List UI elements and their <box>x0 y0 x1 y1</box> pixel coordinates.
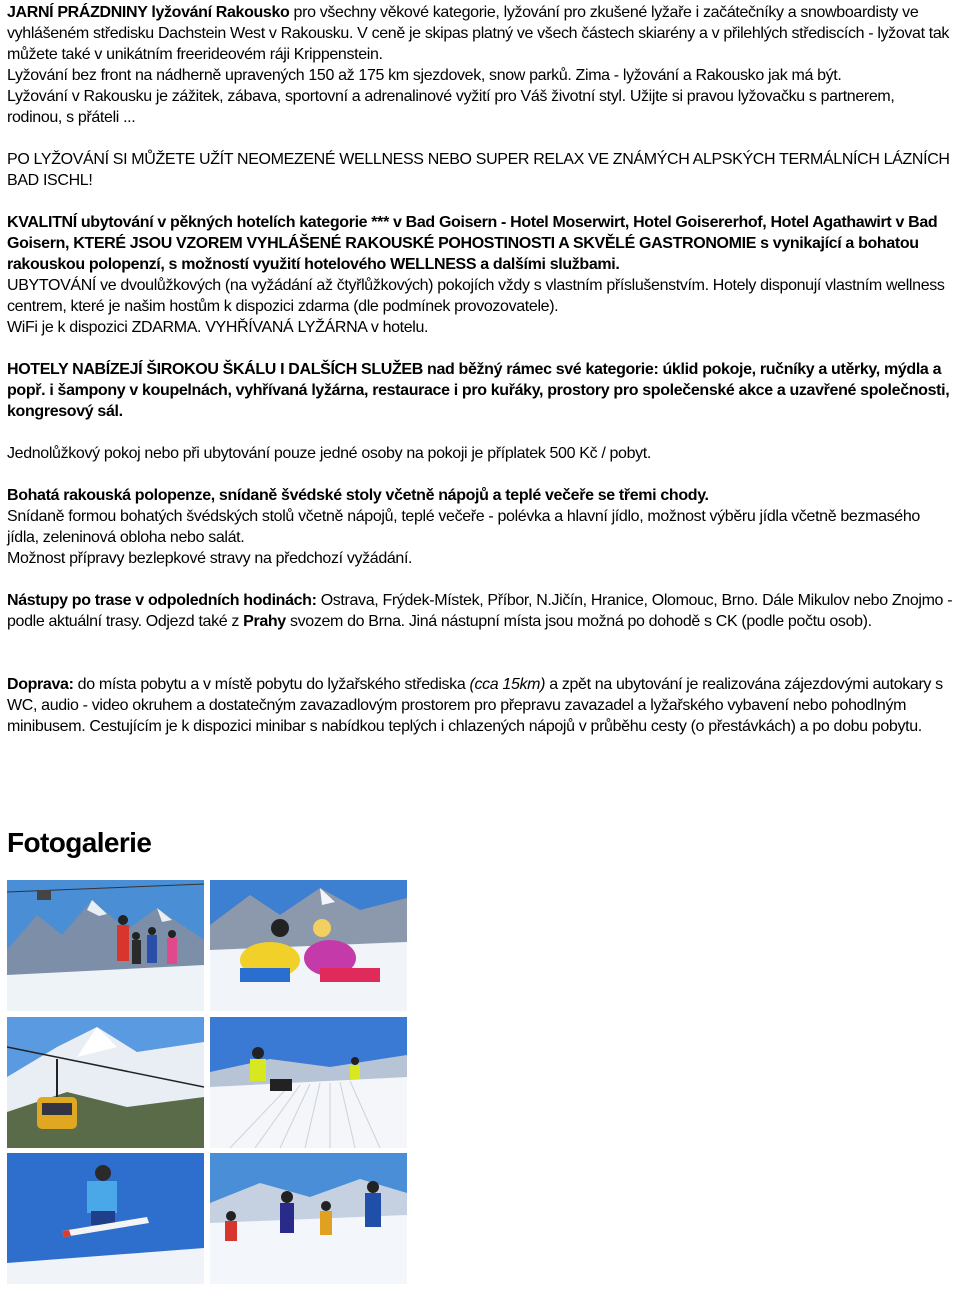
transport-text-2: a zpět na ubytování je realizována zájezdovými autokary s WC, audio - video okruhem a dostatečným zavazadlovým prostorem pro přepravu zavazadel a lyžařského vybavení nebo pohodlným minibusem. Cestujícím je k dispozici minibar s nabídkou teplých i chlazených nápojů v průběhu cesty (o přestávkách) a po dobu pobytu. <box>7 676 943 735</box>
family-skiers-photo <box>7 880 204 1011</box>
boarding-text-2: svozem do Brna. Jiná nástupní místa jsou možná po dohodě s CK (podle počtu osob). <box>285 613 872 630</box>
gallery-photo-4[interactable] <box>210 1017 407 1148</box>
board-text-2: Možnost přípravy bezlepkové stravy na předchozí vyžádání. <box>7 550 413 567</box>
gallery-photo-3[interactable] <box>7 1017 204 1148</box>
gondola-lift-photo <box>7 1017 204 1148</box>
accommodation-text-1: UBYTOVÁNÍ ve dvoulůžkových (na vyžádání až čtyřlůžkových) pokojích vždy s vlastním příslušenstvím. Hotely disponují vlastním wellness centrem, které je našim hostům k dispozici zdarma (dle podmínek provozovatele). <box>7 277 945 315</box>
services-text: HOTELY NABÍZEJÍ ŠIROKOU ŠKÁLU I DALŠÍCH SLUŽEB nad běžný rámec své kategorie: úklid pokoje, ručníky a utěrky, mýdla a popř. i šampony v koupelnách, vyhřívaná lyžárna, restaurace i pro kuřáky, prostory pro společenské akce a uzavřené společnosti, kongresový sál. <box>7 361 950 420</box>
document-body <box>7 2 953 737</box>
accommodation-bold <box>7 212 953 275</box>
single-room-paragraph: Jednolůžkový pokoj nebo při ubytování pouze jedné osoby na pokoji je příplatek 500 Kč / pobyt. <box>7 445 651 462</box>
transport-distance: (cca 15km) <box>469 676 546 693</box>
services-paragraph <box>7 359 953 422</box>
transport-text-1: do místa pobytu a v místě pobytu do lyžařského střediska <box>73 676 470 693</box>
snowboarder-jump-photo <box>7 1153 204 1284</box>
gallery-photo-5[interactable] <box>7 1153 204 1284</box>
accommodation-headline: KVALITNÍ ubytování v pěkných hotelích kategorie *** v Bad Goisern - Hotel Moserwirt, Hotel Goisererhof, Hotel Agathawirt v Bad Goisern, KTERÉ JSOU VZOREM VYHLÁŠENÉ RAKOUSKÉ POHOSTINOSTI A SKVĚLÉ GASTRONOMIE s vynikající a bohatou rakouskou polopenzí, s možností využití hotelového WELLNESS a dalšími službami. <box>7 214 938 273</box>
intro-lead: JARNÍ PRÁZDNINY lyžování Rakousko <box>7 4 290 21</box>
transport-label: Doprava: <box>7 676 74 693</box>
board-headline: Bohatá rakouská polopenze, snídaně švédské stoly včetně nápojů a teplé večeře se třemi chody. <box>7 487 709 504</box>
couple-relaxing-snow-photo <box>210 880 407 1011</box>
wellness-paragraph: PO LYŽOVÁNÍ SI MŮŽETE UŽÍT NEOMEZENÉ WELLNESS NEBO SUPER RELAX VE ZNÁMÝCH ALPSKÝCH TERMÁLNÍCH LÁZNÍCH BAD ISCHL! <box>7 151 950 189</box>
gallery-title: Fotogalerie <box>7 827 152 858</box>
intro-text-3: Lyžování v Rakousku je zážitek, zábava, sportovní a adrenalinové vyžití pro Váš životní styl. Užijte si pravou lyžovačku s partnerem, rodinou, s přáteli ... <box>7 88 895 126</box>
boarding-text-1: Ostrava, Frýdek-Místek, Příbor, N.Jičín, Hranice, Olomouc, Brno. Dále Mikulov nebo Znojmo - podle aktuální trasy. Odjezd také z <box>7 592 953 630</box>
gallery-photo-6[interactable] <box>210 1153 407 1284</box>
board-text-1: Snídaně formou bohatých švédských stolů včetně nápojů, teplé večeře - polévka a hlavní jídlo, možnost výběru jídla včetně bezmasého jídla, zeleninová obloha nebo salát. <box>7 508 920 546</box>
board-heading <box>7 485 953 506</box>
intro-text-2: Lyžování bez front na nádherně upravených 150 až 175 km sjezdovek, snow parků. Zima - lyžování a Rakousko jak má být. <box>7 67 842 84</box>
photo-gallery <box>7 880 407 1284</box>
skiers-groomed-slope-photo <box>210 1017 407 1148</box>
gallery-photo-2[interactable] <box>210 880 407 1011</box>
boarding-paragraph <box>7 590 953 632</box>
skiing-family-photo <box>210 1153 407 1284</box>
boarding-label: Nástupy po trase v odpoledních hodinách: <box>7 592 317 609</box>
transport-paragraph <box>7 674 953 737</box>
intro-paragraph <box>7 2 953 65</box>
accommodation-text-2: WiFi je k dispozici ZDARMA. VYHŘÍVANÁ LYŽÁRNA v hotelu. <box>7 319 429 336</box>
gallery-photo-1[interactable] <box>7 880 204 1011</box>
boarding-city: Prahy <box>243 613 286 630</box>
intro-text-1: pro všechny věkové kategorie, lyžování pro zkušené lyžaře i začátečníky a snowboardisty ve vyhlášeném středisku Dachstein West v Rakousku. V ceně je skipas platný ve všech částech skiarény a v přilehlých střediscích - lyžovat tak můžete také v unikátním freerideovém ráji Krippenstein. <box>7 4 950 63</box>
